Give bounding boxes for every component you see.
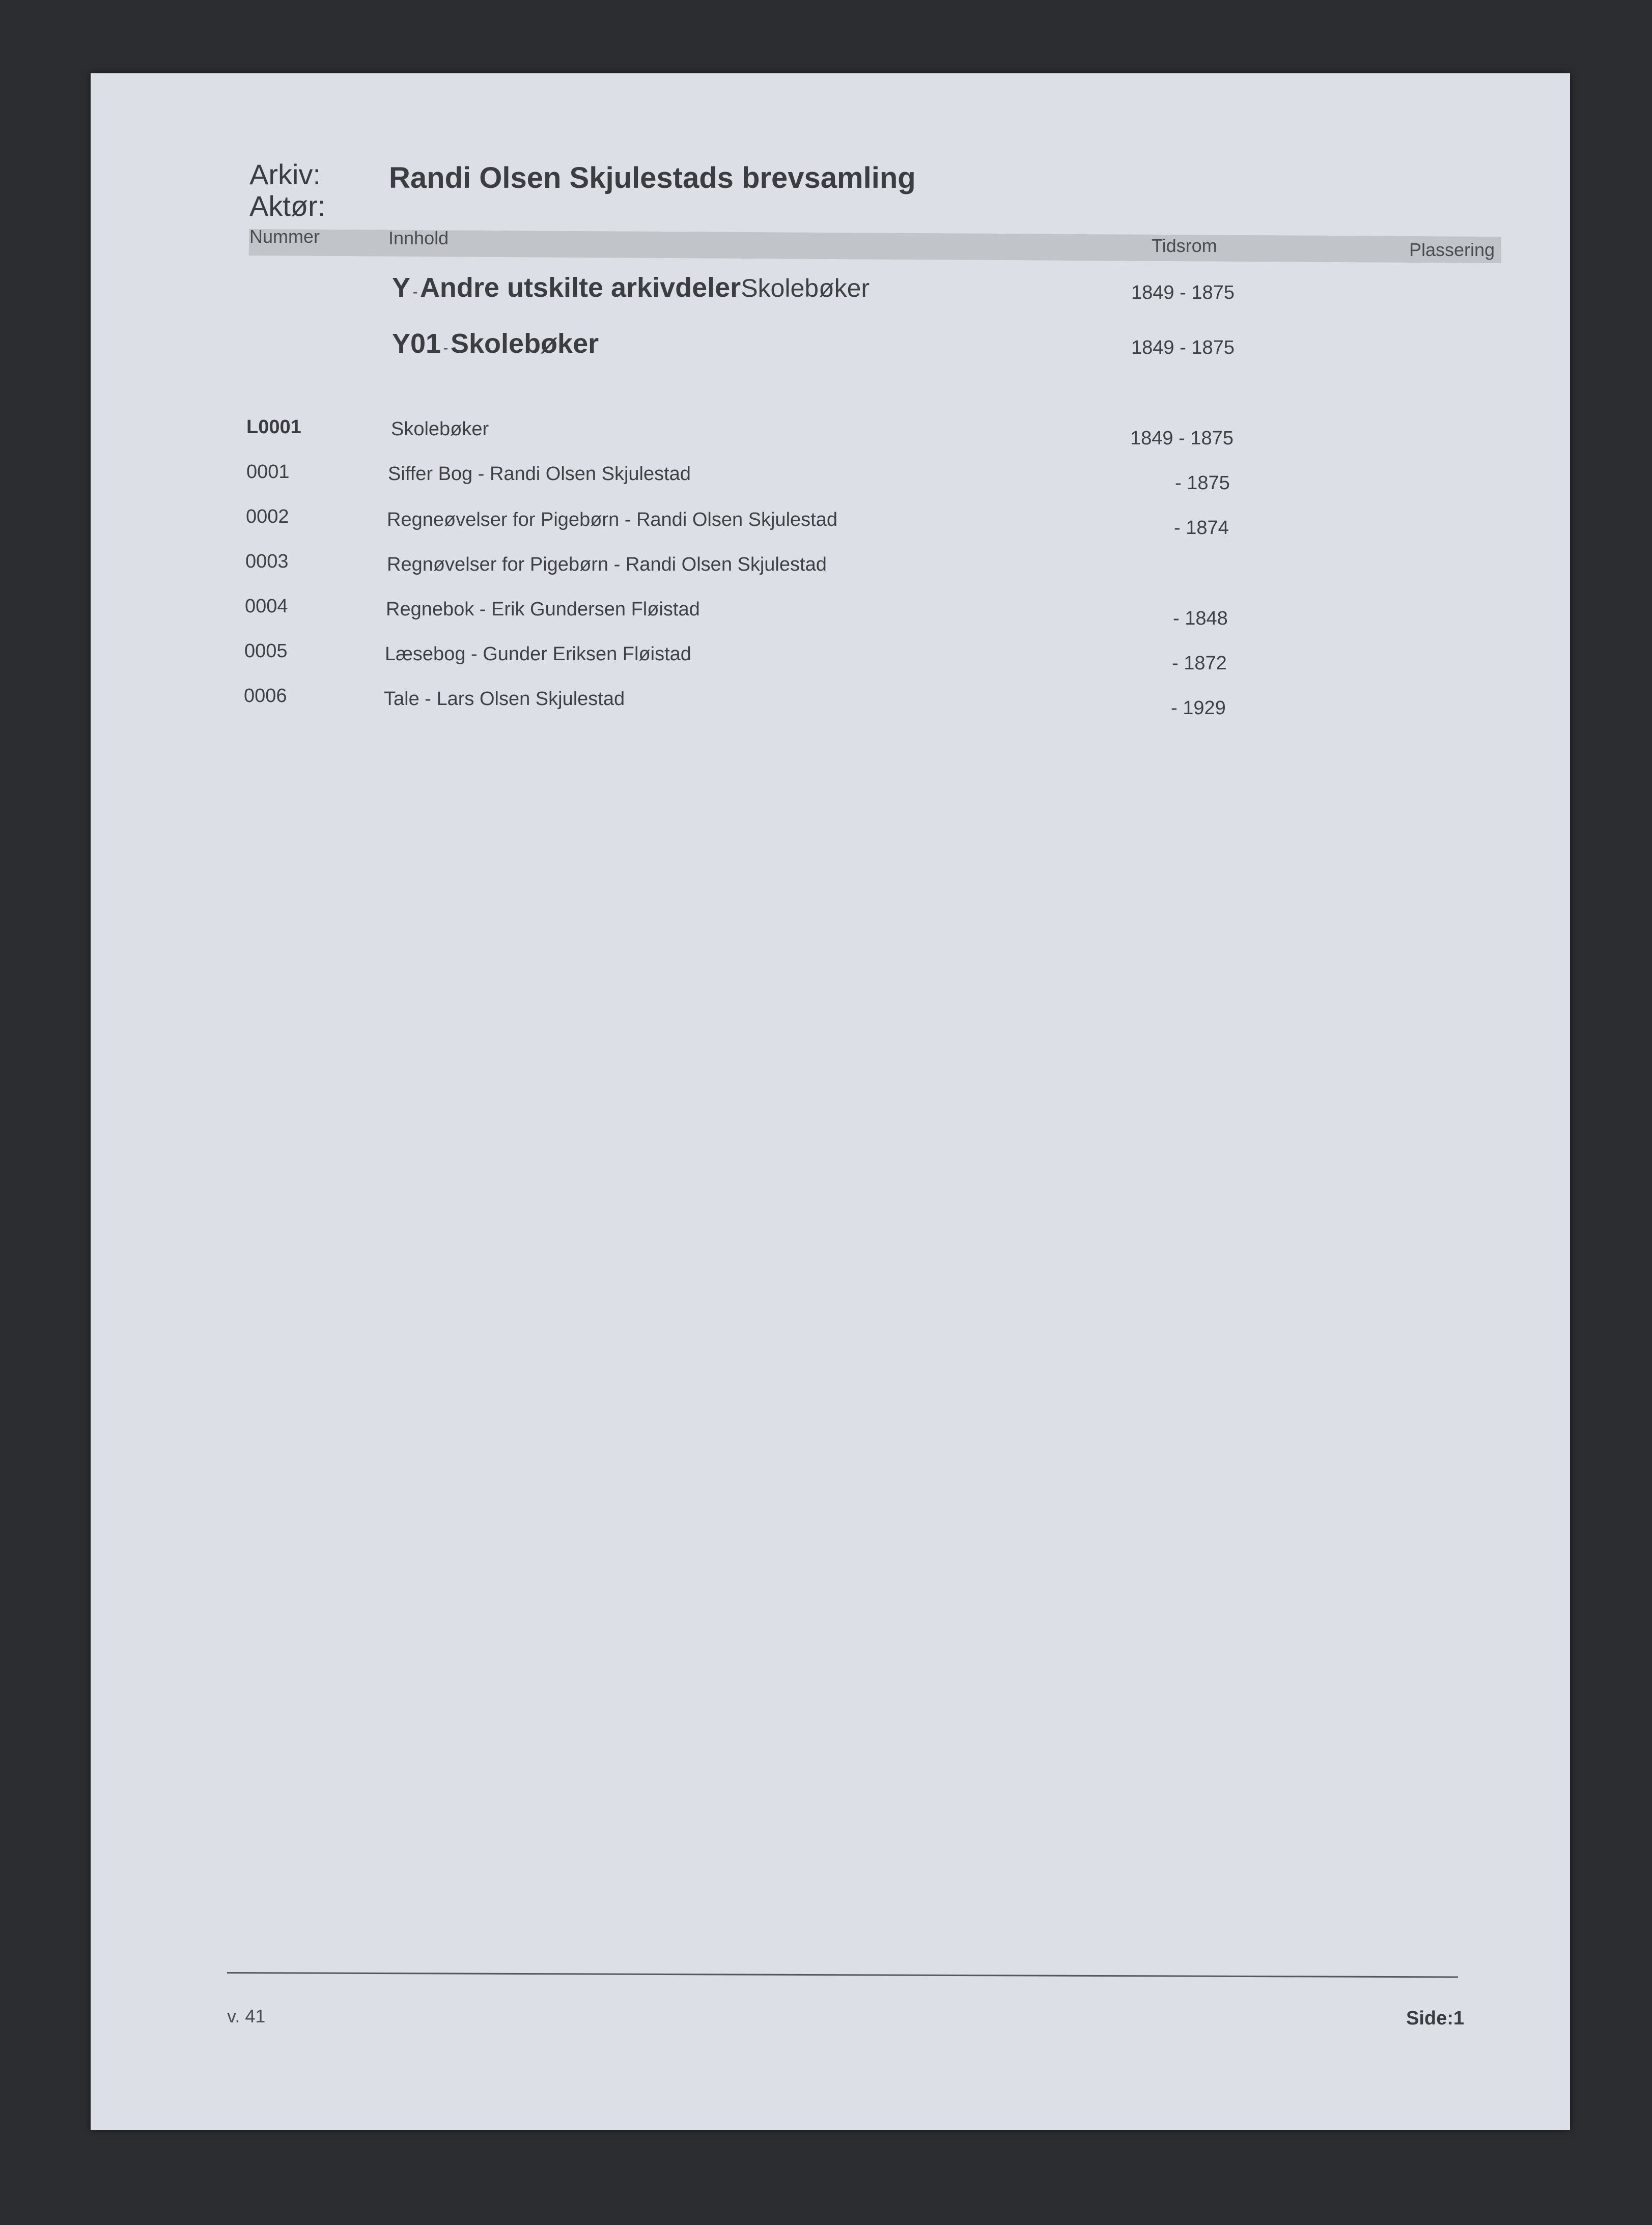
section-separator: -	[412, 284, 418, 300]
row-period: - 1848	[1173, 608, 1228, 629]
row-content: Tale - Lars Olsen Skjulestad	[384, 688, 625, 710]
column-header-innhold: Innhold	[388, 228, 449, 248]
row-content: Læsebog - Gunder Eriksen Fløistad	[385, 643, 691, 665]
section-name: Skolebøker	[451, 328, 599, 359]
row-period: - 1872	[1172, 653, 1227, 674]
row-number: 0002	[246, 506, 289, 527]
section-period-y01: 1849 - 1875	[1131, 337, 1235, 358]
row-number: 0001	[246, 461, 290, 483]
section-id: Y	[392, 272, 411, 303]
footer-divider	[227, 1972, 1458, 1978]
section-heading-y01	[392, 328, 599, 359]
row-period: - 1929	[1171, 697, 1226, 719]
row-content: Siffer Bog - Randi Olsen Skjulestad	[388, 463, 691, 485]
section-period-y: 1849 - 1875	[1131, 282, 1235, 303]
footer-page-number: Side:1	[1406, 2008, 1465, 2029]
document-page	[91, 73, 1570, 2130]
archive-title: Randi Olsen Skjulestads brevsamling	[389, 161, 916, 194]
section-name: Andre utskilte arkivdeler	[419, 272, 741, 303]
group-number: L0001	[246, 416, 301, 438]
arkiv-label: Arkiv:	[249, 158, 321, 190]
row-content: Regnebok - Erik Gundersen Fløistad	[386, 599, 700, 620]
row-number: 0003	[245, 551, 289, 572]
row-number: 0004	[245, 596, 288, 617]
section-separator: -	[443, 340, 449, 356]
row-period: - 1874	[1174, 517, 1229, 539]
row-content: Regnøvelser for Pigebørn - Randi Olsen Skjulestad	[387, 554, 827, 575]
section-heading-y	[392, 272, 870, 303]
group-period: 1849 - 1875	[1130, 428, 1234, 449]
row-number: 0006	[244, 685, 287, 707]
column-header-tidsrom: Tidsrom	[1152, 235, 1217, 256]
footer-version: v. 41	[227, 2006, 266, 2026]
column-header-plassering: Plassering	[1409, 239, 1495, 260]
section-extra: Skolebøker	[741, 274, 870, 302]
aktor-label: Aktør:	[249, 190, 326, 222]
row-number: 0005	[244, 640, 288, 662]
group-content: Skolebøker	[391, 418, 489, 440]
row-content: Regneøvelser for Pigebørn - Randi Olsen Skjulestad	[387, 509, 837, 530]
row-period: - 1875	[1175, 472, 1230, 494]
section-id: Y01	[392, 328, 441, 359]
column-header-nummer: Nummer	[249, 226, 320, 247]
